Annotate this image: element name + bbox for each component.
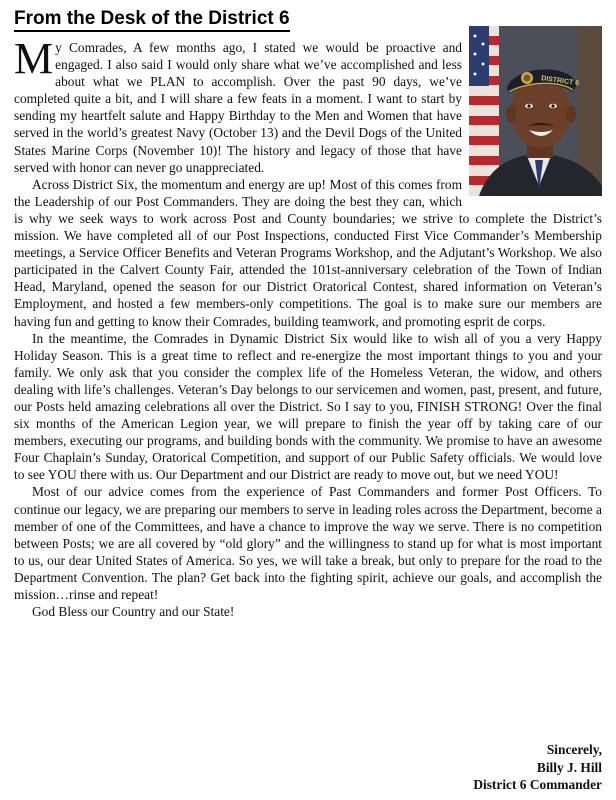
signoff-closing: Sincerely, <box>546 742 602 757</box>
drop-cap: M <box>14 34 54 83</box>
article-paragraph-4: Most of our advice comes from the experience of Past Commanders and former Post Officers. To continue our legacy, we are preparing our members to serve in leading roles across the Department, become a member of one of the Committees, and have a chance to improve the way we serve. There is no competition between Posts; we are all covered by “old glory” and the willingness to stand up for what is most important to us, our dear United States of America. So yes, we will take a break, but only to prepare for the road to the Department Convention. The plan? Get back into the fighting spirit, achieve our goals, and accomplish the mission…rinse and repeat! <box>14 484 602 602</box>
article-paragraph-3: In the meantime, the Comrades in Dynamic District Six would like to wish all of you a very Happy Holiday Season. This is a great time to reflect and re-energize the most important things to you and your family. We only ask that you consider the complex life of the Homeless Veteran, the widow, and others dealing with life’s challenges. Veteran’s Day belongs to our servicemen and women, past, present, and future, our Posts held amazing celebrations all over the District. So I say to you, FINISH STRONG! Over the final six months of the American Legion year, we will prepare to finish the year off by taking care of our members, executing our programs, and building bonds with the community. We promise to have an awesome Four Chaplain’s Sunday, Oratorical Competition, and support of our Public Safety officials. We would love to see YOU there with us. Our Department and our District are ready to move out, but we need YOU! <box>14 330 602 483</box>
article-paragraph-2: Across District Six, the momentum and energy are up! Most of this comes from the Leadership of our Post Commanders. They are doing the best they can, which is why we seek ways to work across Post and County boundaries; we strive to complete the District’s mission. We have completed all of our Post Inspections, conducted First Vice Commander’s Membership meetings, a Service Officer Benefits and Veteran Programs Workshop, and the Adjutant’s Workshop. We also participated in the Calvert County Fair, attended the 101st-anniversary celebration of the Town of Indian Head, Maryland, opened the season for our District Oratorical Contest, shared information on Veteran’s Employment, and hosted a few members-only competitions. The goal is to make sure our members are having fun and getting to know their Comrades, building teamwork, and promoting esprit de corps. <box>14 176 602 329</box>
cap-text: DISTRICT 6 <box>540 75 580 88</box>
signoff-role: District 6 Commander <box>473 777 602 792</box>
signoff-block <box>473 741 602 794</box>
first-paragraph-text: y Comrades, A few months ago, I stated we would be proactive and engaged. I also said I would only share what we’ve accomplished and less about what we PLAN to accomplish. Over the past 90 days, we’ve completed quite a bit, and I will share a few feats in a moment. I want to start by sending my heartfelt salute and Happy Birthday to the Men and Women that have served in the world’s greatest Navy (October 13) and the Devil Dogs of the United States Marine Corps (November 10)! The history and legacy of those that have served with honor can never go unappreciated. <box>14 40 462 175</box>
signoff-name: Billy J. Hill <box>536 759 602 775</box>
article-paragraph-5: God Bless our Country and our State! <box>32 604 235 620</box>
photo-wrap-spacer <box>462 39 602 197</box>
article-body <box>14 34 602 620</box>
article-title: From the Desk of the District 6 <box>14 8 290 32</box>
